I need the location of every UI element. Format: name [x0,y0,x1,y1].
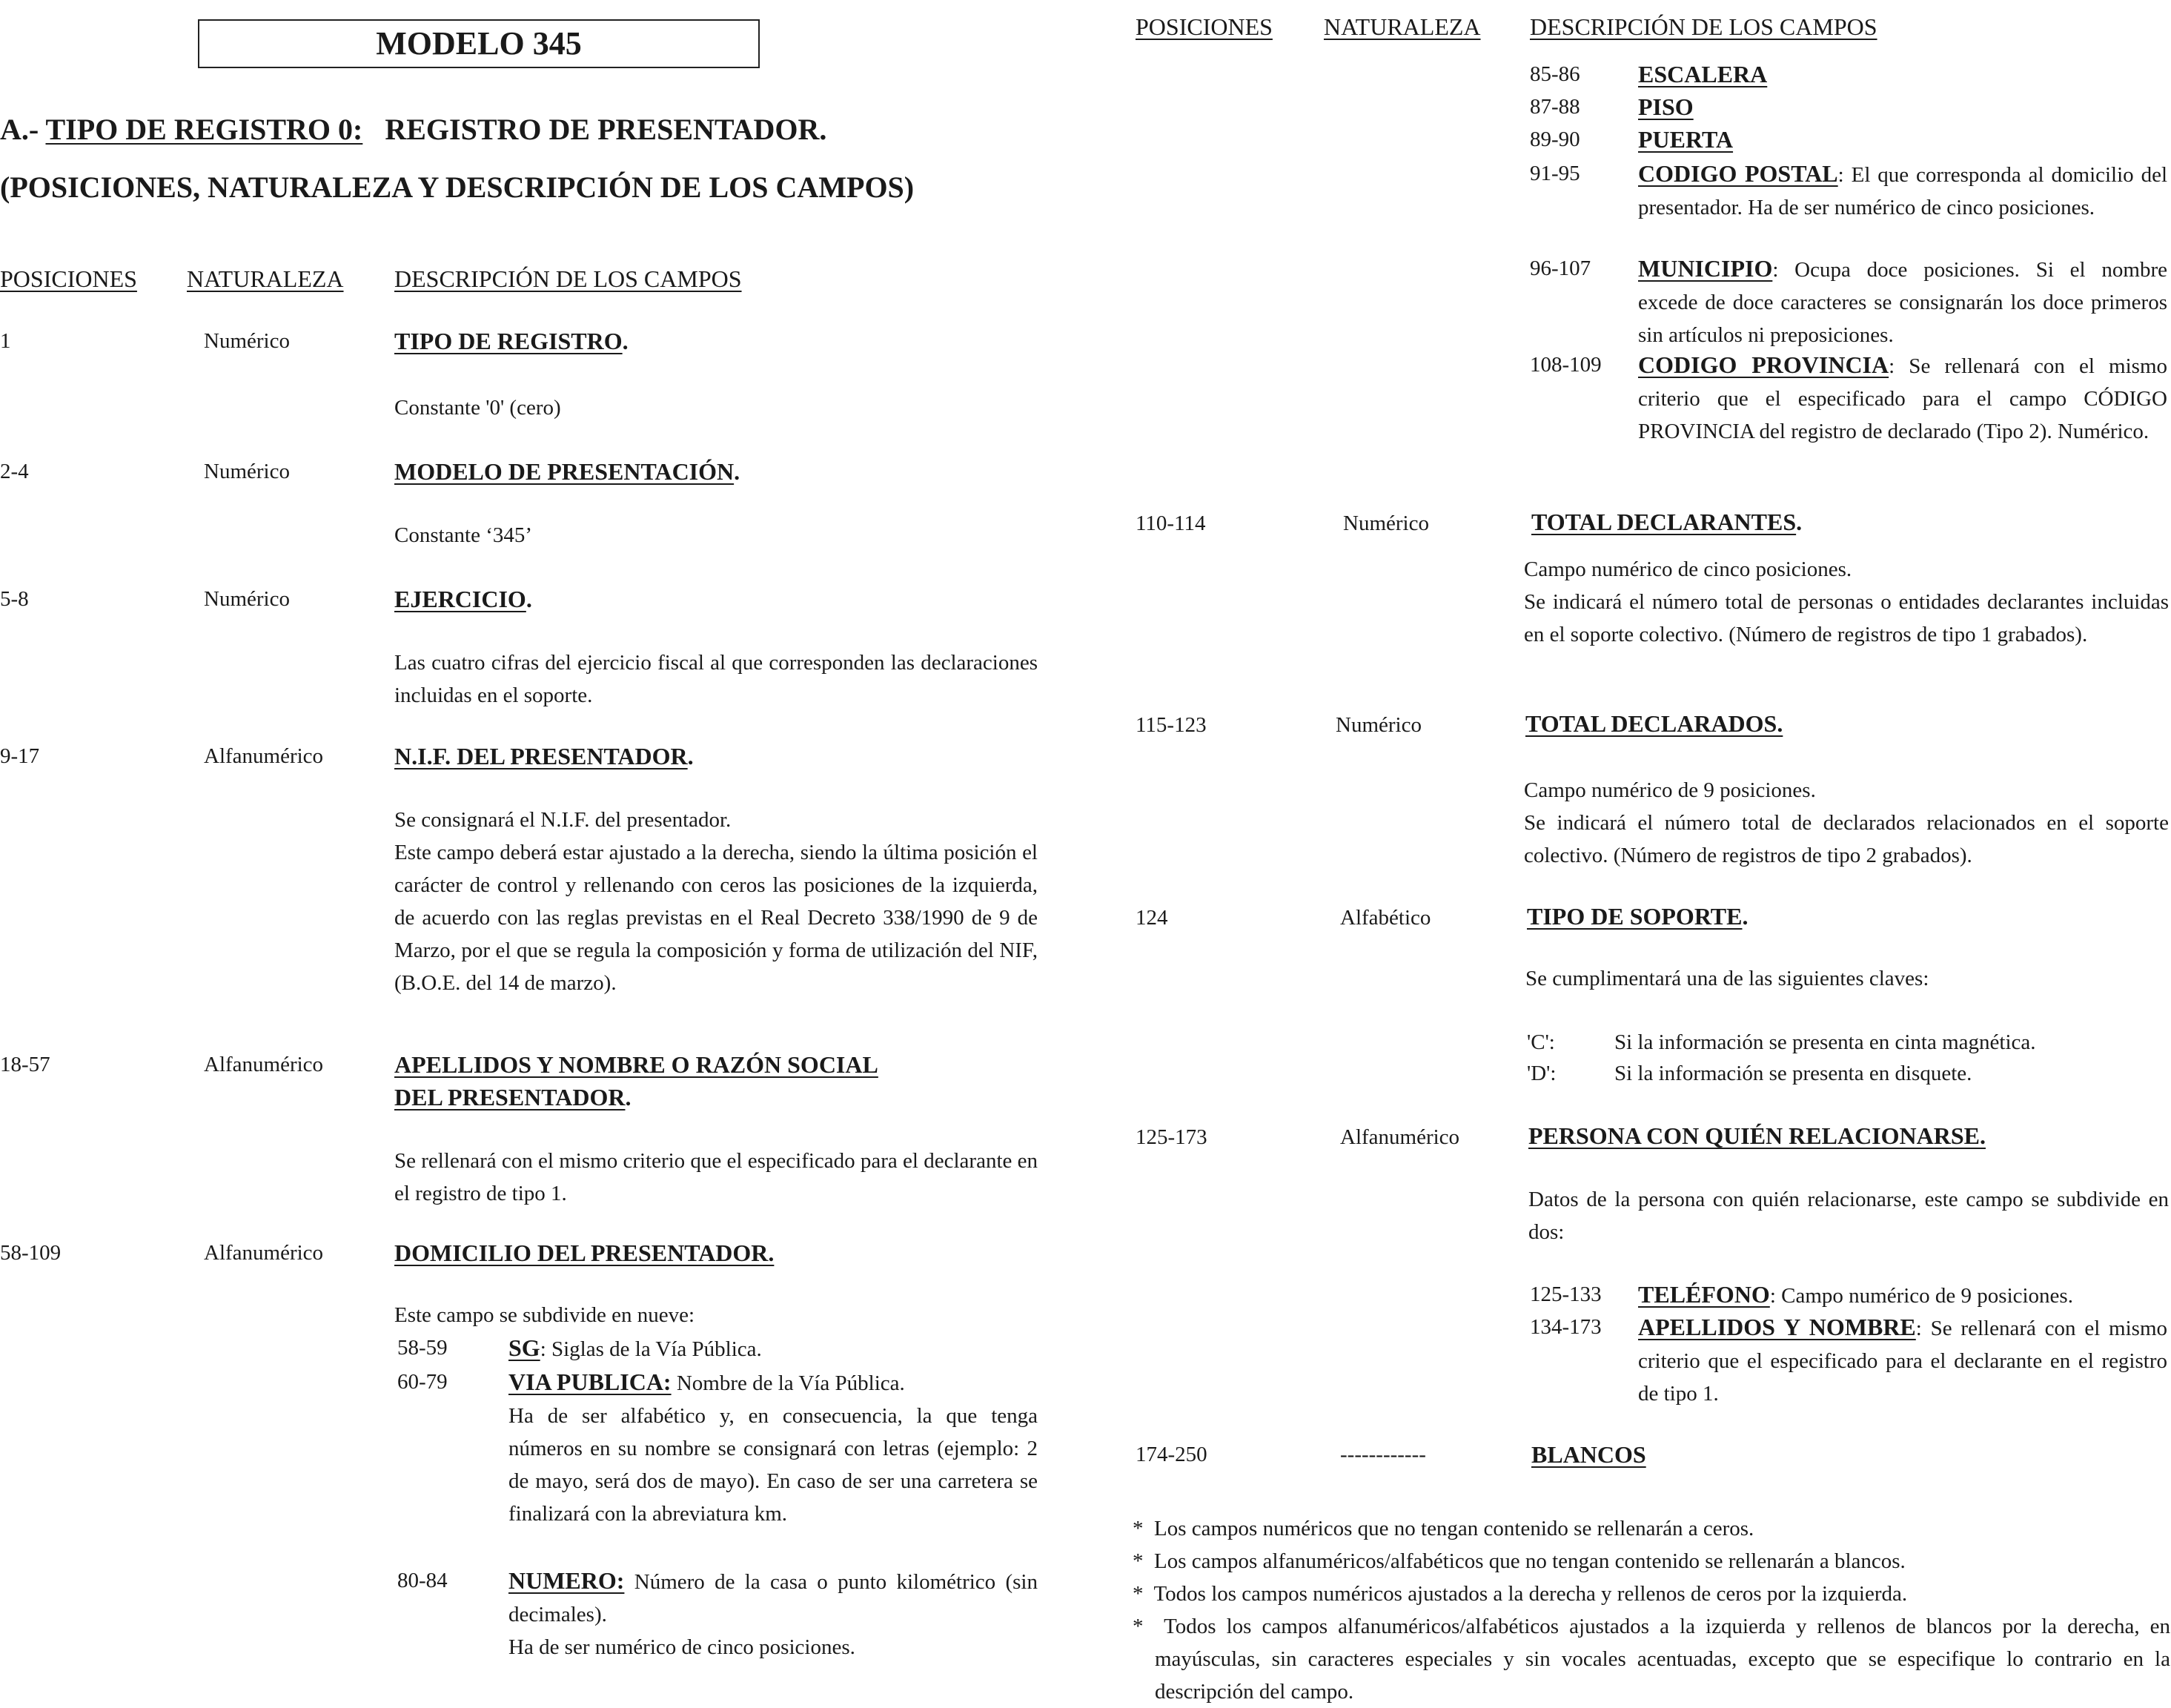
field-description [394,804,1038,999]
field-name: APELLIDOS Y NOMBRE O RAZÓN SOCIAL DEL PRESENTADOR. [394,1051,878,1110]
field-description: Constante '0' (cero) [394,396,561,420]
field-nature: Alfabético [1340,906,1431,930]
field-name: EJERCICIO. [394,586,532,612]
field-position: 115-123 [1136,713,1207,737]
field-name: DOMICILIO DEL PRESENTADOR. [394,1239,775,1266]
field-description: Se rellenará con el mismo criterio que el especificado para el declarante en el registro de tipo 1. [394,1149,1038,1205]
subfield-position: 85-86 [1530,62,1580,86]
field-nature: Alfanumérico [204,1241,324,1265]
subfield-text: CODIGO POSTAL: El que corresponda al domicilio del presentador. Ha de ser numérico de cinco posiciones. [1638,160,2167,219]
section-heading [0,110,826,150]
note-item: * Todos los campos numéricos ajustados a la derecha y rellenos de ceros por la izquierda. [1133,1582,1908,1606]
notes-list [1133,1512,2170,1708]
field-name: TIPO DE REGISTRO. [394,328,629,354]
field-nature: Numérico [1343,512,1429,535]
subfield-position: 96-107 [1530,256,1591,280]
field-description: Constante ‘345’ [394,523,533,547]
subfield-text: CODIGO PROVINCIA: Se rellenará con el mismo criterio que el especificado para el campo CÓDIGO PROVINCIA del registro de declarado (Tipo 2). Numérico. [1638,351,2168,443]
subfield-position: 89-90 [1530,128,1580,151]
subfield-position: 80-84 [397,1569,448,1592]
field-nature: Numérico [1336,713,1422,737]
subfield-text: PISO [1638,93,1694,120]
field-name: PERSONA CON QUIÉN RELACIONARSE. [1528,1122,1986,1149]
subfield-position: 125-133 [1530,1282,1602,1306]
key-code: 'D': [1527,1062,1557,1085]
field-position: 125-173 [1136,1125,1207,1149]
field-position: 58-109 [0,1241,62,1265]
field-description: Las cuatro cifras del ejercicio fiscal al que corresponden las declaraciones incluidas en el soporte. [394,651,1038,707]
note-item: * Todos los campos alfanuméricos/alfabéticos ajustados a la izquierda y rellenos de blancos por la derecha, en mayúsculas, sin caracteres especiales y sin vocales acentuadas, excepto que se especifique lo contrario en la descripción del campo. [1133,1615,2170,1704]
note-item: * Los campos alfanuméricos/alfabéticos que no tengan contenido se rellenarán a blancos. [1133,1549,1906,1573]
subfield-position: 91-95 [1530,162,1580,185]
subfield-position: 60-79 [397,1370,448,1394]
field-nature: Numérico [204,587,290,611]
field-description-line: Se consignará el N.I.F. del presentador. [394,808,732,832]
field-position: 18-57 [0,1053,50,1076]
field-name: BLANCOS [1531,1441,1646,1468]
key-text: Si la información se presenta en cinta magnética. [1614,1030,2036,1054]
field-position: 110-114 [1136,512,1206,535]
field-description: Este campo se subdivide en nueve: [394,1303,695,1327]
col-header-nature: NATURALEZA [1324,13,1481,40]
subfield-text: PUERTA [1638,126,1734,153]
note-item: * Los campos numéricos que no tengan contenido se rellenarán a ceros. [1133,1517,1754,1540]
field-nature: Numérico [204,329,290,353]
key-text: Si la información se presenta en disquete. [1614,1062,1972,1085]
field-name: TIPO DE SOPORTE. [1527,903,1749,930]
subfield-text: VIA PUBLICA: Nombre de la Vía Pública. Ha de ser alfabético y, en consecuencia, la que tenga números en su nombre se consignará con letras (ejemplo: 2 de mayo, será dos de mayo). En caso de ser una carretera se finalizará con la abreviatura km. [508,1368,1038,1526]
record-type: TIPO DE REGISTRO 0: [45,113,363,146]
subfield-text: SG: Siglas de la Vía Pública. [508,1334,762,1361]
subfield-text: MUNICIPIO: Ocupa doce posiciones. Si el nombre excede de doce caracteres se consignarán los doce primeros sin artículos ni preposiciones. [1638,255,2167,347]
col-header-description: DESCRIPCIÓN DE LOS CAMPOS [394,265,742,292]
field-nature: Numérico [204,460,290,483]
col-header-description: DESCRIPCIÓN DE LOS CAMPOS [1530,13,1877,40]
field-position: 174-250 [1136,1443,1207,1466]
record-name: REGISTRO DE PRESENTADOR. [385,113,827,146]
col-header-positions: POSICIONES [0,265,137,292]
field-nature: Alfanumérico [204,744,324,768]
col-header-nature: NATURALEZA [187,265,344,292]
field-position: 2-4 [0,460,29,483]
field-nature: Alfanumérico [204,1053,324,1076]
subfield-text: APELLIDOS Y NOMBRE: Se rellenará con el mismo criterio que el especificado para el declarante en el registro de tipo 1. [1638,1314,2168,1406]
field-description: Datos de la persona con quién relacionarse, este campo se subdivide en dos: [1528,1188,2169,1244]
subfield-position: 87-88 [1530,95,1580,119]
section-prefix: A.- [0,113,46,146]
field-name: TOTAL DECLARANTES. [1531,509,1803,535]
field-name: MODELO DE PRESENTACIÓN. [394,458,740,485]
field-nature: ------------ [1340,1443,1426,1466]
field-position: 124 [1136,906,1168,930]
col-header-positions: POSICIONES [1136,13,1273,40]
subheading: (POSICIONES, NATURALEZA Y DESCRIPCIÓN DE LOS CAMPOS) [0,171,915,204]
subfield-position: 58-59 [397,1336,448,1360]
field-description: Campo numérico de cinco posiciones. Se indicará el número total de personas o entidades declarantes incluidas en el soporte colectivo. (Número de registros de tipo 1 grabados). [1524,557,2169,646]
field-position: 1 [0,329,11,353]
subfield-text: NUMERO: Número de la casa o punto kilométrico (sin decimales). Ha de ser numérico de cinco posiciones. [508,1567,1038,1659]
field-description: Se cumplimentará una de las siguientes claves: [1525,967,1929,990]
subfield-text: TELÉFONO: Campo numérico de 9 posiciones. [1638,1281,2073,1308]
document-title: MODELO 345 [198,19,760,68]
field-name: TOTAL DECLARADOS. [1525,710,1783,737]
field-description-paragraph: Este campo deberá estar ajustado a la derecha, siendo la última posición el carácter de control y rellenando con ceros las posiciones de la izquierda, de acuerdo con las reglas previstas en el Real Decreto 338/1990 de 9 de Marzo, por el que se regula la composición y forma de utilización del NIF, (B.O.E. del 14 de marzo). [394,841,1038,995]
field-name: N.I.F. DEL PRESENTADOR. [394,743,694,769]
field-nature: Alfanumérico [1340,1125,1460,1149]
field-position: 9-17 [0,744,40,768]
subfield-text: ESCALERA [1638,61,1768,87]
subfield-position: 134-173 [1530,1315,1602,1339]
key-code: 'C': [1527,1030,1555,1054]
field-description: Campo numérico de 9 posiciones. Se indicará el número total de declarados relacionados en el soporte colectivo. (Número de registros de tipo 2 grabados). [1524,778,2169,867]
field-position: 5-8 [0,587,29,611]
subfield-position: 108-109 [1530,353,1602,377]
